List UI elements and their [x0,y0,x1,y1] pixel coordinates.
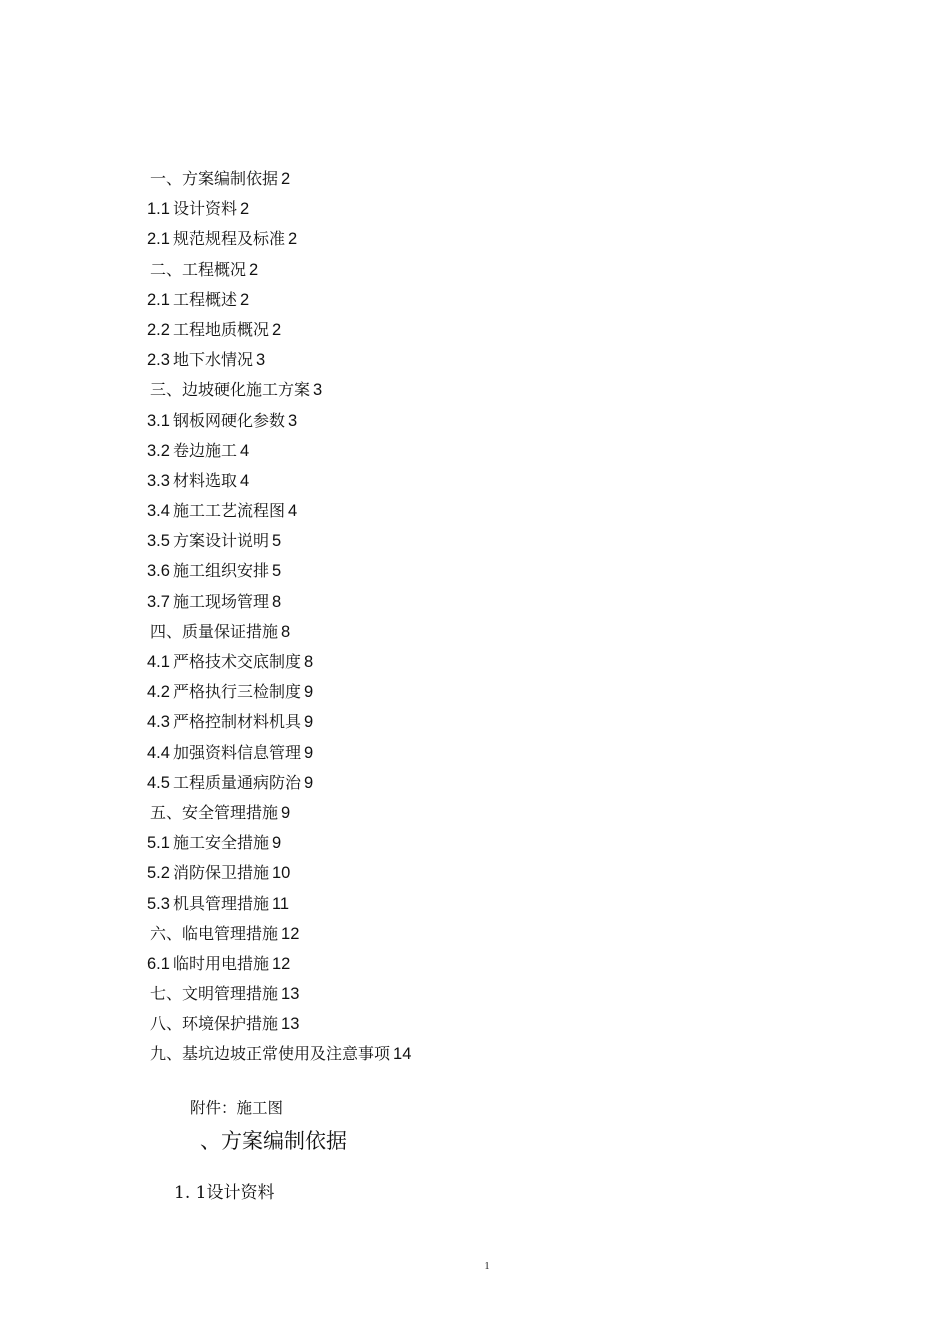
toc-item[interactable] [147,740,847,770]
toc-item[interactable] [147,438,847,468]
toc-item-title: 规范规程及标准 [172,229,285,249]
toc-item-title: 材料选取 [172,470,237,490]
toc-item[interactable] [147,317,847,347]
toc-item[interactable] [147,951,847,981]
toc-item-page: 2 [281,170,291,188]
toc-item-page: 11 [271,894,290,913]
toc-item-number: 3.7 [147,592,170,611]
toc-item-page: 8 [281,622,291,641]
toc-item-title: 严格执行三检制度 [172,682,301,702]
toc-item-page: 2 [239,290,250,309]
toc-item-title: 施工组织安排 [172,561,269,581]
toc-item-page: 9 [303,743,314,762]
toc-item[interactable] [147,226,847,256]
toc-item-title: 九、基坑边坡正常使用及注意事项 [150,1044,391,1064]
toc-item-number: 3.5 [147,532,170,551]
toc-item-title: 一、方案编制依据 [150,169,279,188]
toc-item-page: 3 [255,351,266,370]
toc-item-page: 8 [303,653,314,671]
toc-item-title: 三、边坡硬化施工方案 [150,380,311,400]
toc-item-page: 9 [303,773,314,792]
table-of-contents [147,166,847,1072]
toc-item-title: 五、安全管理措施 [150,802,279,822]
toc-item-number: 3.2 [147,441,170,460]
toc-item-number: 2.3 [147,351,170,370]
toc-item-page: 9 [303,683,314,702]
toc-item[interactable] [147,347,847,377]
toc-item[interactable] [147,589,847,619]
toc-item-number: 4.3 [147,713,170,732]
toc-item-page: 13 [281,1015,300,1034]
sub-heading: 1. 1设计资料 [174,1183,275,1203]
toc-item-page: 2 [287,230,298,249]
toc-item-number: 3.4 [147,502,170,521]
toc-item-page: 2 [271,320,282,339]
toc-item-title: 设计资料 [172,199,237,219]
toc-item-number: 2.1 [147,290,170,309]
toc-item[interactable] [147,257,847,287]
toc-item-title: 二、工程概况 [150,259,247,279]
toc-item[interactable] [147,619,847,649]
toc-item-page: 2 [249,260,259,279]
toc-item[interactable] [147,800,847,830]
toc-item[interactable] [147,196,847,226]
toc-item-number: 5.3 [147,894,170,913]
toc-item-number: 2.1 [147,230,170,249]
toc-item-title: 严格技术交底制度 [172,652,301,671]
toc-item-title: 施工现场管理 [172,591,269,611]
toc-item-title: 施工工艺流程图 [172,501,285,521]
section-heading: 、方案编制依据 [200,1129,347,1153]
toc-item-page: 13 [281,985,300,1004]
toc-item-title: 严格控制材料机具 [172,712,301,732]
toc-item-title: 工程概述 [172,289,237,309]
toc-item-number: 3.6 [147,562,170,581]
toc-item-title: 七、文明管理措施 [150,984,279,1004]
toc-item-title: 机具管理措施 [172,893,269,913]
toc-item[interactable] [147,860,847,890]
toc-item-title: 临时用电措施 [172,953,269,973]
toc-item-title: 六、临电管理措施 [150,923,279,943]
toc-item[interactable] [147,408,847,438]
toc-item[interactable] [147,166,847,196]
toc-item[interactable] [147,891,847,921]
toc-item[interactable] [147,558,847,588]
toc-item-title: 消防保卫措施 [172,863,269,883]
toc-item-title: 四、质量保证措施 [150,621,279,641]
toc-item-number: 1.1 [147,200,170,219]
toc-item-number: 2.2 [147,320,170,339]
toc-item[interactable] [147,1011,847,1041]
toc-item[interactable] [147,981,847,1011]
toc-item-number: 3.3 [147,471,170,490]
toc-item[interactable] [147,649,847,679]
toc-item[interactable] [147,498,847,528]
toc-item[interactable] [147,679,847,709]
toc-item-number: 4.4 [147,743,170,762]
toc-item-title: 工程质量通病防治 [172,772,301,792]
toc-item-title: 八、环境保护措施 [150,1014,279,1034]
toc-item-number: 4.1 [147,653,170,671]
toc-item-page: 10 [271,864,291,883]
toc-item-page: 9 [281,803,291,822]
toc-item-page: 14 [393,1045,412,1064]
toc-item[interactable] [147,1041,847,1071]
toc-item[interactable] [147,770,847,800]
toc-item[interactable] [147,830,847,860]
toc-item-page: 8 [271,592,282,611]
page-number: 1 [484,1261,490,1272]
toc-item-title: 地下水情况 [172,350,253,370]
toc-item[interactable] [147,528,847,558]
toc-item-title: 方案设计说明 [172,531,269,551]
toc-item-page: 3 [313,381,323,400]
toc-item-page: 5 [271,562,282,581]
toc-item-page: 4 [239,441,250,460]
toc-item-page: 9 [271,834,282,853]
toc-item[interactable] [147,709,847,739]
toc-item-number: 3.1 [147,411,170,430]
toc-item-title: 钢板网硬化参数 [172,410,285,430]
toc-item-number: 4.5 [147,773,170,792]
toc-item[interactable] [147,377,847,407]
toc-item-number: 5.2 [147,864,170,883]
toc-item-number: 5.1 [147,834,170,853]
toc-item-title: 卷边施工 [172,440,237,460]
toc-item-page: 4 [239,471,250,490]
toc-item-page: 3 [287,411,298,430]
toc-item-page: 9 [303,713,314,732]
toc-item-title: 施工安全措施 [172,833,269,853]
toc-item-page: 4 [287,502,298,521]
toc-item-page: 5 [271,532,282,551]
toc-item-number: 4.2 [147,683,170,702]
toc-item[interactable] [147,921,847,951]
attachment-note: 附件：施工图 [190,1099,284,1117]
toc-item-page: 12 [281,924,300,943]
toc-item-page: 12 [271,954,291,973]
toc-item-title: 加强资料信息管理 [172,742,301,762]
toc-item-page: 2 [239,200,250,219]
toc-item[interactable] [147,287,847,317]
toc-item-title: 工程地质概况 [172,319,269,339]
toc-item[interactable] [147,468,847,498]
toc-item-number: 6.1 [147,954,170,973]
